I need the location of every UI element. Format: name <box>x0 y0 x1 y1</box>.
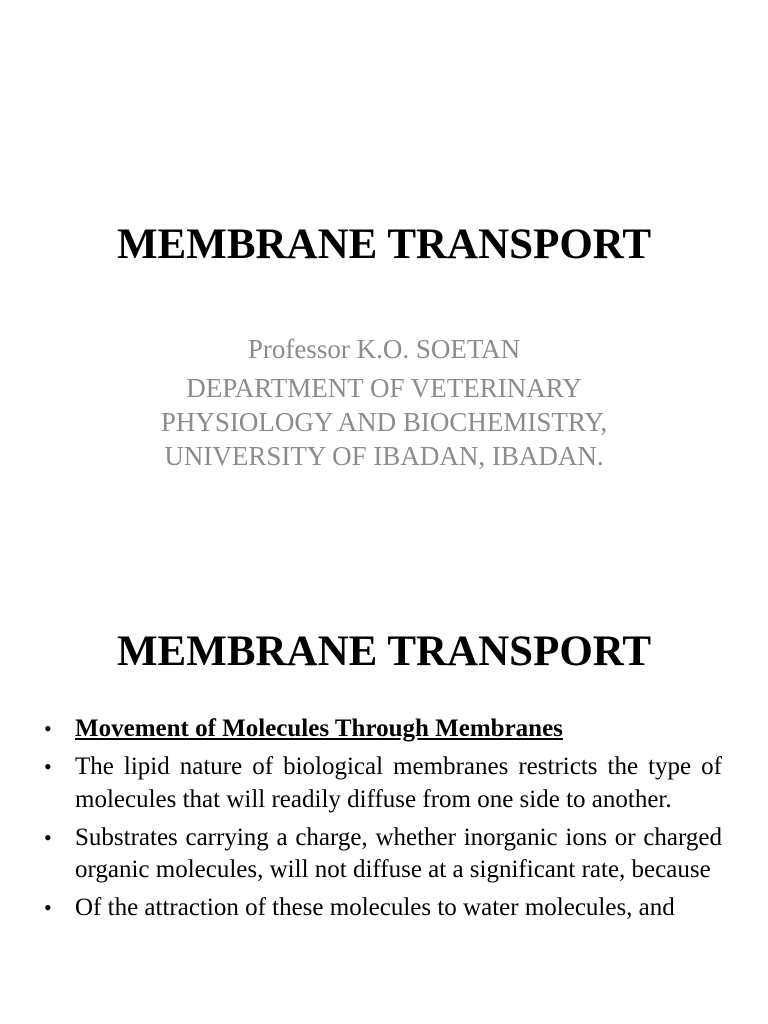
department-line: UNIVERSITY OF IBADAN, IBADAN. <box>164 441 604 471</box>
author-name: Professor K.O. SOETAN <box>247 334 521 364</box>
bullet-list <box>44 713 722 930</box>
bullet-item <box>44 892 722 925</box>
bullet-item <box>44 713 722 746</box>
department-affiliation <box>0 371 768 473</box>
bullet-text: Of the attraction of these molecules to water molecules, and <box>75 894 675 921</box>
bullet-dot-icon: • <box>44 824 52 850</box>
bullet-dot-icon: • <box>44 754 52 779</box>
bullet-dot-icon: • <box>44 895 52 920</box>
bullet-text: The lipid nature of biological membranes restricts the type of molecules that will readily diffuse from one side to another. <box>75 753 722 813</box>
department-line: DEPARTMENT OF VETERINARY <box>186 373 582 403</box>
bullet-dot-icon: • <box>44 716 52 741</box>
bullet-item <box>44 751 722 816</box>
department-line: PHYSIOLOGY AND BIOCHEMISTRY, <box>160 407 608 437</box>
bullet-heading-text: Movement of Molecules Through Membranes <box>75 715 563 742</box>
bullet-item <box>44 822 722 887</box>
bullet-text: Substrates carrying a charge, whether inorganic ions or charged organic molecules, will not diffuse at a significant rate, because <box>75 823 722 883</box>
slide-title: MEMBRANE TRANSPORT <box>116 221 652 268</box>
slide-title: MEMBRANE TRANSPORT <box>116 628 652 675</box>
content-slide <box>0 576 768 1024</box>
